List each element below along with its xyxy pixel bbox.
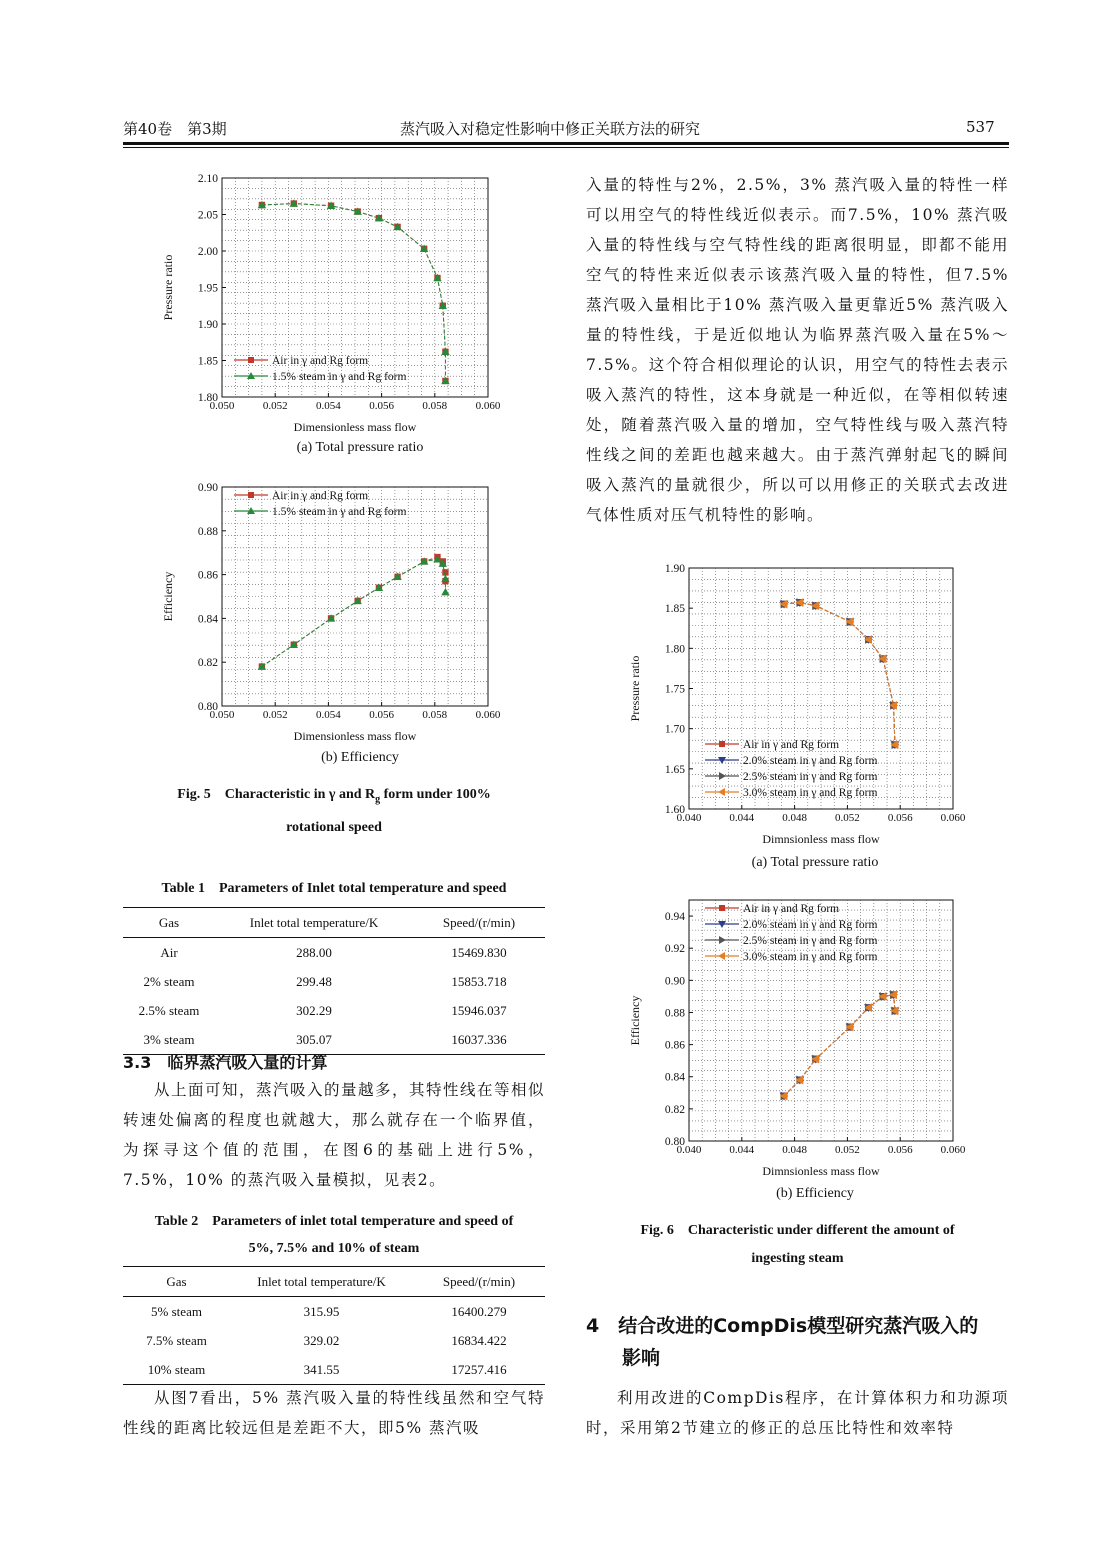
y-tick-label: 0.92 (664, 943, 685, 956)
table-cell: Air (160, 944, 178, 960)
y-tick-label: 1.90 (197, 319, 218, 331)
legend-label: 3.0% steam in γ and Rg form (743, 951, 878, 963)
x-tick-label: 0.048 (782, 1144, 807, 1156)
table-cell: 3% steam (123, 1025, 215, 1055)
table-row (123, 996, 545, 1025)
x-tick-label: 0.056 (887, 1144, 913, 1156)
fig5-caption (123, 781, 545, 842)
x-tick-label: 0.050 (209, 709, 235, 721)
table2-caption-line1: Table 2 Parameters of inlet total temperature and speed of (154, 1214, 514, 1229)
series-line (262, 557, 446, 667)
x-axis-label: Dimnsionless mass flow (762, 832, 880, 846)
fig5a-caption: (a) Total pressure ratio (296, 440, 424, 455)
y-axis-label: Pressure ratio (628, 655, 642, 722)
fig6a-caption: (a) Total pressure ratio (751, 855, 879, 870)
fig5b-chart (160, 477, 520, 749)
y-tick-label: 1.60 (664, 804, 685, 816)
table-row (123, 1297, 545, 1327)
legend-marker (718, 788, 725, 796)
legend-label: Air in γ and Rg form (743, 739, 840, 751)
y-tick-label: 0.86 (197, 569, 218, 582)
y-tick-label: 0.80 (664, 1136, 685, 1148)
y-tick-label: 0.90 (664, 975, 685, 988)
y-axis-label: Efficiency (161, 571, 175, 622)
x-tick-label: 0.060 (475, 400, 501, 412)
legend-label: 2.5% steam in γ and Rg form (743, 771, 878, 783)
y-tick-label: 0.90 (197, 482, 218, 494)
x-tick-label: 0.044 (729, 812, 755, 824)
fig5b-caption: (b) Efficiency (321, 750, 399, 765)
table1-caption: Table 1 Parameters of Inlet total temperature and speed (161, 881, 507, 896)
fig6a-chart (615, 560, 985, 854)
x-tick-label: 0.052 (262, 400, 288, 412)
y-tick-label: 0.94 (664, 911, 685, 924)
table2-caption-line2: 5%, 7.5% and 10% of steam (248, 1241, 420, 1256)
section-3-3-title: 3.3 临界蒸汽吸入量的计算 (123, 1053, 328, 1072)
table-cell: 10% steam (123, 1355, 230, 1385)
y-tick-label: 0.88 (664, 1007, 685, 1020)
x-tick-label: 0.060 (940, 1144, 966, 1156)
table2-col-speed: Speed/(r/min) (413, 1267, 545, 1297)
x-axis-label: Dimensionless mass flow (293, 420, 417, 434)
legend-marker (718, 952, 725, 960)
table-row (123, 967, 545, 996)
legend-marker (719, 905, 725, 911)
series-line (784, 603, 895, 745)
table2-col-temp: Inlet total temperature/K (230, 1267, 413, 1297)
table2-header-row (123, 1267, 545, 1297)
x-tick-label: 0.056 (887, 812, 913, 824)
table1 (123, 907, 545, 1055)
table-cell: 299.48 (296, 973, 332, 989)
y-tick-label: 0.82 (197, 657, 218, 670)
y-tick-label: 1.65 (664, 763, 685, 776)
x-tick-label: 0.052 (835, 812, 860, 824)
running-header-title: 蒸汽吸入对稳定性影响中修正关联方法的研究 (400, 120, 701, 138)
x-tick-label: 0.060 (940, 812, 966, 824)
legend-label: 1.5% steam in γ and Rg form (272, 506, 407, 518)
table-cell: 16400.279 (451, 1303, 507, 1319)
legend-label: Air in γ and Rg form (743, 903, 840, 915)
y-tick-label: 2.10 (197, 173, 218, 185)
legend-label: 2.0% steam in γ and Rg form (743, 919, 878, 931)
series-line (784, 603, 895, 745)
running-header-volume: 第40卷 第3期 (123, 120, 227, 138)
y-axis-label: Pressure ratio (161, 254, 175, 321)
table-cell: 17257.416 (413, 1355, 545, 1385)
table-row (123, 938, 545, 968)
section-4-title-line1: 4 结合改进的CompDis模型研究蒸汽吸入的 (586, 1315, 979, 1337)
table-cell: 2% steam (143, 973, 195, 989)
series-line (262, 559, 446, 666)
table2-col-gas: Gas (123, 1267, 230, 1297)
y-tick-label: 0.84 (664, 1071, 685, 1084)
table-cell: 341.55 (230, 1355, 413, 1385)
table1-col-temp: Inlet total temperature/K (215, 908, 413, 938)
x-tick-label: 0.052 (262, 709, 288, 721)
fig6-caption-line2: ingesting steam (751, 1251, 844, 1266)
header-rule-thin (123, 147, 1009, 148)
y-tick-label: 0.80 (197, 701, 218, 713)
table-cell: 16834.422 (451, 1332, 507, 1348)
legend-marker (719, 772, 726, 780)
x-tick-label: 0.056 (369, 400, 394, 412)
x-tick-label: 0.060 (475, 709, 501, 721)
table1-col-gas: Gas (123, 908, 215, 938)
x-tick-label: 0.056 (369, 709, 394, 721)
legend-label: 2.5% steam in γ and Rg form (743, 935, 878, 947)
page-number: 537 (966, 118, 995, 136)
legend-label: 1.5% steam in γ and Rg form (272, 371, 407, 383)
table-cell: 15853.718 (451, 973, 507, 989)
table-cell: 5% steam (151, 1303, 202, 1319)
x-tick-label: 0.052 (835, 1144, 860, 1156)
legend-label: 3.0% steam in γ and Rg form (743, 787, 878, 799)
fig6-caption-line1: Fig. 6 Characteristic under different the amount of (640, 1223, 955, 1238)
y-tick-label: 1.70 (664, 723, 685, 736)
table-cell: 15469.830 (451, 944, 507, 960)
x-tick-label: 0.058 (422, 400, 448, 412)
x-tick-label: 0.054 (316, 709, 341, 721)
left-bottom-paragraph: 从图7看出，5% 蒸汽吸入量的特性线虽然和空气特性线的距离比较远但是差距不大，即5% 蒸汽吸 (123, 1389, 545, 1437)
table-cell: 16037.336 (413, 1025, 545, 1055)
data-point (442, 569, 448, 575)
x-tick-label: 0.054 (316, 400, 341, 412)
x-tick-label: 0.040 (676, 1144, 702, 1156)
y-tick-label: 0.88 (197, 525, 218, 538)
x-tick-label: 0.048 (782, 812, 807, 824)
x-axis-label: Dimensionless mass flow (293, 729, 417, 743)
table-cell: 302.29 (296, 1002, 332, 1018)
y-tick-label: 1.95 (197, 282, 218, 295)
y-tick-label: 1.85 (664, 603, 685, 616)
right-top-paragraph: 入量的特性与2%，2.5%，3% 蒸汽吸入量的特性一样可以用空气的特性线近似表示。而7.5%，10% 蒸汽吸入量的特性线与空气特性线的距离很明显，即都不能用空气的特性来近似表示该蒸汽吸入量的特性，但7.5% 蒸汽吸入量相比于10% 蒸汽吸入量更靠近5% 蒸汽吸入量的特性线，于是近似地认为临界蒸汽吸入量在5%～7.5%。这个符合相似理论的认识，用空气的特性去表示吸入蒸汽的特性，这本身就是一种近似，在等相似转速处，随着蒸汽吸入量的增加，空气特性线与吸入蒸汽特性线之间的差距也越来越大。由于蒸汽弹射起飞的瞬间吸入蒸汽的量就很少，所以可以用修正的关联式去改进气体性质对压气机特性的影响。 (586, 176, 1009, 524)
y-tick-label: 0.86 (664, 1039, 685, 1052)
table-cell: 288.00 (296, 944, 332, 960)
fig5-caption-line1-end: form under 100% (380, 787, 491, 802)
table1-header-row (123, 908, 545, 938)
x-axis-label: Dimnsionless mass flow (762, 1164, 880, 1178)
fig5-caption-line2: rotational speed (286, 819, 382, 835)
fig5-caption-sub: g (375, 793, 381, 805)
fig5a-chart (160, 168, 520, 440)
table2 (123, 1266, 545, 1385)
section-4-paragraph: 利用改进的CompDis程序，在计算体积力和功源项时，采用第2节建立的修正的总压比特性和效率特 (586, 1389, 1009, 1437)
table-cell: 7.5% steam (146, 1332, 207, 1348)
fig5-caption-line1: Fig. 5 Characteristic in γ and R (177, 787, 376, 802)
y-axis-label: Efficiency (628, 995, 642, 1046)
y-tick-label: 1.90 (664, 563, 685, 575)
table-cell: 15946.037 (451, 1002, 507, 1018)
table1-col-speed: Speed/(r/min) (413, 908, 545, 938)
y-tick-label: 1.85 (197, 355, 218, 368)
table-cell: 2.5% steam (138, 1002, 200, 1018)
y-tick-label: 1.80 (664, 643, 685, 656)
header-rule-thick (123, 142, 1009, 145)
fig6b-chart (615, 892, 985, 1182)
x-tick-label: 0.058 (422, 709, 448, 721)
table2-caption (123, 1208, 545, 1262)
table-row (123, 1326, 545, 1355)
x-tick-label: 0.044 (729, 1144, 755, 1156)
section-4-title (586, 1310, 1009, 1374)
legend-label: Air in γ and Rg form (272, 355, 369, 367)
legend-marker (719, 936, 726, 944)
y-tick-label: 2.05 (197, 209, 218, 222)
y-tick-label: 0.84 (197, 613, 218, 626)
y-tick-label: 2.00 (197, 246, 218, 258)
legend-label: 2.0% steam in γ and Rg form (743, 755, 878, 767)
legend-marker (248, 357, 254, 363)
section-4-title-line2: 影响 (622, 1347, 661, 1369)
series-line (784, 603, 895, 745)
table-cell: 305.07 (215, 1025, 413, 1055)
y-tick-label: 1.75 (664, 683, 685, 696)
x-tick-label: 0.040 (676, 812, 702, 824)
legend-marker (248, 492, 254, 498)
y-tick-label: 0.82 (664, 1103, 685, 1116)
section-3-3-paragraph: 从上面可知，蒸汽吸入的量越多，其特性线在等相似转速处偏离的程度也就越大，那么就存在一个临界值，为探寻这个值的范围，在图6的基础上进行5%，7.5%，10% 的蒸汽吸入量模拟，见表2。 (123, 1081, 546, 1189)
table-cell: 315.95 (303, 1303, 340, 1319)
legend-marker (719, 741, 725, 747)
table-row (123, 1355, 545, 1385)
table-cell: 329.02 (303, 1332, 340, 1348)
y-tick-label: 1.80 (197, 392, 218, 404)
fig6b-caption: (b) Efficiency (776, 1186, 854, 1201)
x-tick-label: 0.050 (209, 400, 235, 412)
fig6-caption (586, 1217, 1009, 1273)
series-line (784, 603, 895, 745)
legend-label: Air in γ and Rg form (272, 490, 369, 502)
